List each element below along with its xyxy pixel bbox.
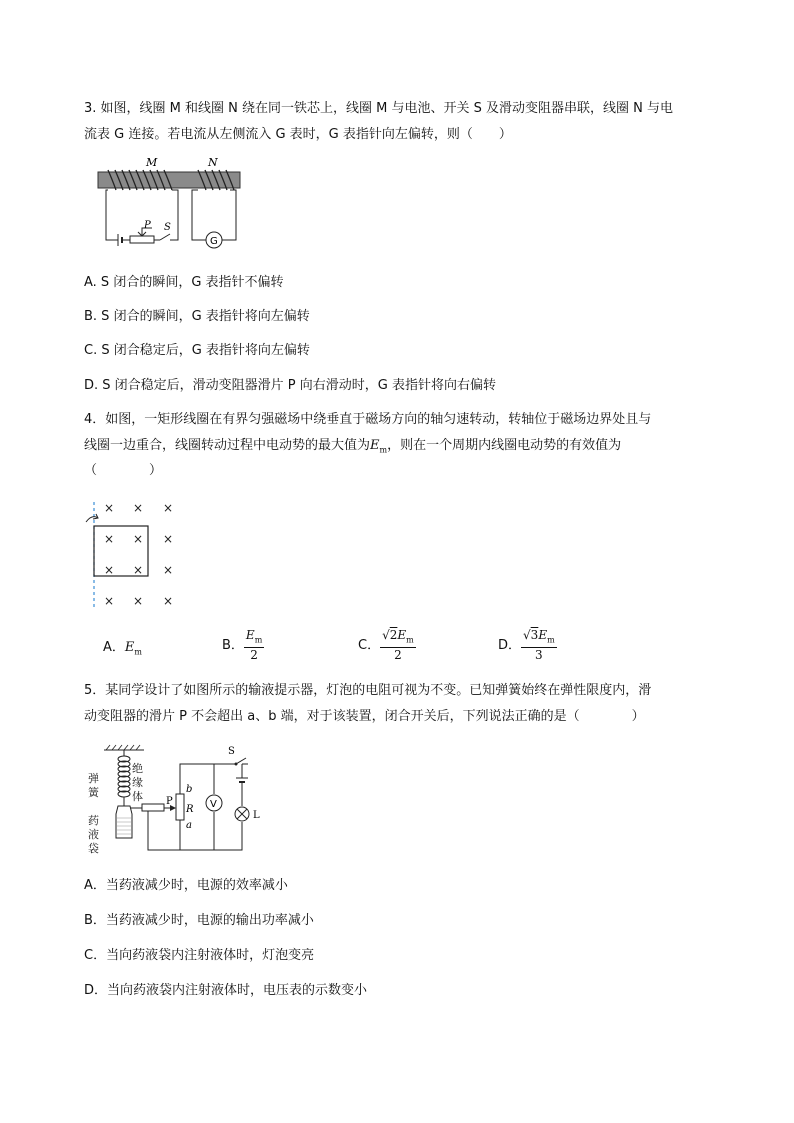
- svg-text:×: ×: [104, 594, 115, 608]
- galvanometer-g: G: [210, 236, 218, 247]
- q5-option-c[interactable]: C．当向药液袋内注射液体时，灯泡变亮: [84, 948, 315, 963]
- q5-option-a[interactable]: A．当药液减少时，电源的效率减小: [84, 878, 288, 893]
- svg-text:×: ×: [104, 501, 115, 515]
- q4-option-b[interactable]: B． $\frac{E_m}{2}$: [222, 628, 263, 663]
- label-p: P: [144, 220, 151, 231]
- svg-text:绝: 绝: [132, 762, 143, 775]
- svg-text:V: V: [210, 799, 217, 810]
- svg-text:×: ×: [104, 532, 115, 546]
- q3-stem-line2: 流表 G 连接。若电流从左侧流入 G 表时，G 表指针向左偏转，则（ ）: [84, 127, 512, 142]
- svg-text:×: ×: [133, 532, 144, 546]
- svg-text:袋: 袋: [88, 842, 99, 855]
- q4-stem-line2-a: 线圈一边重合，线圈转动过程中电动势的最大值为: [84, 438, 371, 453]
- q5-option-b[interactable]: B．当药液减少时，电源的输出功率减小: [84, 913, 314, 928]
- label-n: N: [208, 156, 218, 169]
- field-crosses: [104, 501, 173, 608]
- q3-option-a[interactable]: A. S 闭合的瞬间，G 表指针不偏转: [84, 275, 284, 290]
- q4-option-d[interactable]: D． $\frac{√3E_m}{3}$: [498, 628, 555, 663]
- q3-option-c[interactable]: C. S 闭合稳定后，G 表指针将向左偏转: [84, 343, 310, 358]
- q5-option-d[interactable]: D．当向药液袋内注射液体时，电压表的示数变小: [84, 983, 368, 998]
- svg-text:液: 液: [88, 828, 99, 841]
- svg-text:体: 体: [132, 790, 143, 803]
- q3-option-b[interactable]: B. S 闭合的瞬间，G 表指针将向左偏转: [84, 309, 310, 324]
- q5-stem-line1: 5．某同学设计了如图所示的输液提示器，灯泡的电阻可视为不变。已知弹簧始终在弹性限度内，滑: [84, 683, 652, 698]
- svg-text:a: a: [186, 820, 192, 831]
- q3-circuit-figure: [94, 154, 244, 250]
- svg-text:×: ×: [163, 563, 174, 577]
- q4-stem-line1: 4．如图，一矩形线圈在有界匀强磁场中绕垂直于磁场方向的轴匀速转动，转轴位于磁场边界处且与: [84, 412, 652, 427]
- svg-text:×: ×: [133, 594, 144, 608]
- svg-text:b: b: [186, 784, 193, 795]
- spring: [118, 750, 130, 806]
- svg-text:×: ×: [133, 501, 144, 515]
- svg-text:弹: 弹: [88, 772, 99, 785]
- svg-text:L: L: [253, 810, 260, 821]
- label-m: M: [146, 156, 158, 169]
- q4-stem-line2: [84, 436, 621, 461]
- rheostat-r: [176, 794, 184, 820]
- svg-text:S: S: [228, 746, 235, 757]
- em-symbol: $E_m$: [370, 438, 388, 455]
- svg-text:簧: 簧: [88, 786, 99, 799]
- q5-stem-line2: 动变阻器的滑片 P 不会超出 a、b 端，对于该装置，闭合开关后，下列说法正确的是（ ）: [84, 709, 645, 724]
- svg-text:×: ×: [133, 563, 144, 577]
- q3-stem-line1: 3. 如图，线圈 M 和线圈 N 绕在同一铁芯上，线圈 M 与电池、开关 S 及滑动变阻器串联，线圈 N 与电: [84, 101, 673, 116]
- q4-magnetic-field-figure: [82, 496, 192, 612]
- q4-option-a[interactable]: A．$E_m$: [103, 640, 142, 657]
- svg-text:×: ×: [104, 563, 115, 577]
- circuit-m-wires: [106, 190, 178, 246]
- q4-stem-line3: （ ）: [84, 463, 163, 478]
- q4-stem-line2-b: ，则在一个周期内线圈电动势的有效值为: [387, 438, 622, 453]
- svg-text:缘: 缘: [132, 776, 143, 789]
- q5-infusion-alarm-figure: [82, 742, 272, 860]
- svg-text:R: R: [186, 804, 194, 815]
- svg-text:药: 药: [88, 814, 99, 827]
- label-s: S: [164, 222, 171, 233]
- insulator-rod: [142, 804, 164, 811]
- q3-option-d[interactable]: D. S 闭合稳定后，滑动变阻器滑片 P 向右滑动时，G 表指针将向右偏转: [84, 378, 496, 393]
- svg-text:×: ×: [163, 532, 174, 546]
- ceiling-hatch: [106, 745, 140, 750]
- q4-option-c[interactable]: C． $\frac{√2E_m}{2}$: [358, 628, 414, 663]
- svg-text:×: ×: [163, 501, 174, 515]
- svg-text:×: ×: [163, 594, 174, 608]
- svg-text:P: P: [166, 796, 173, 807]
